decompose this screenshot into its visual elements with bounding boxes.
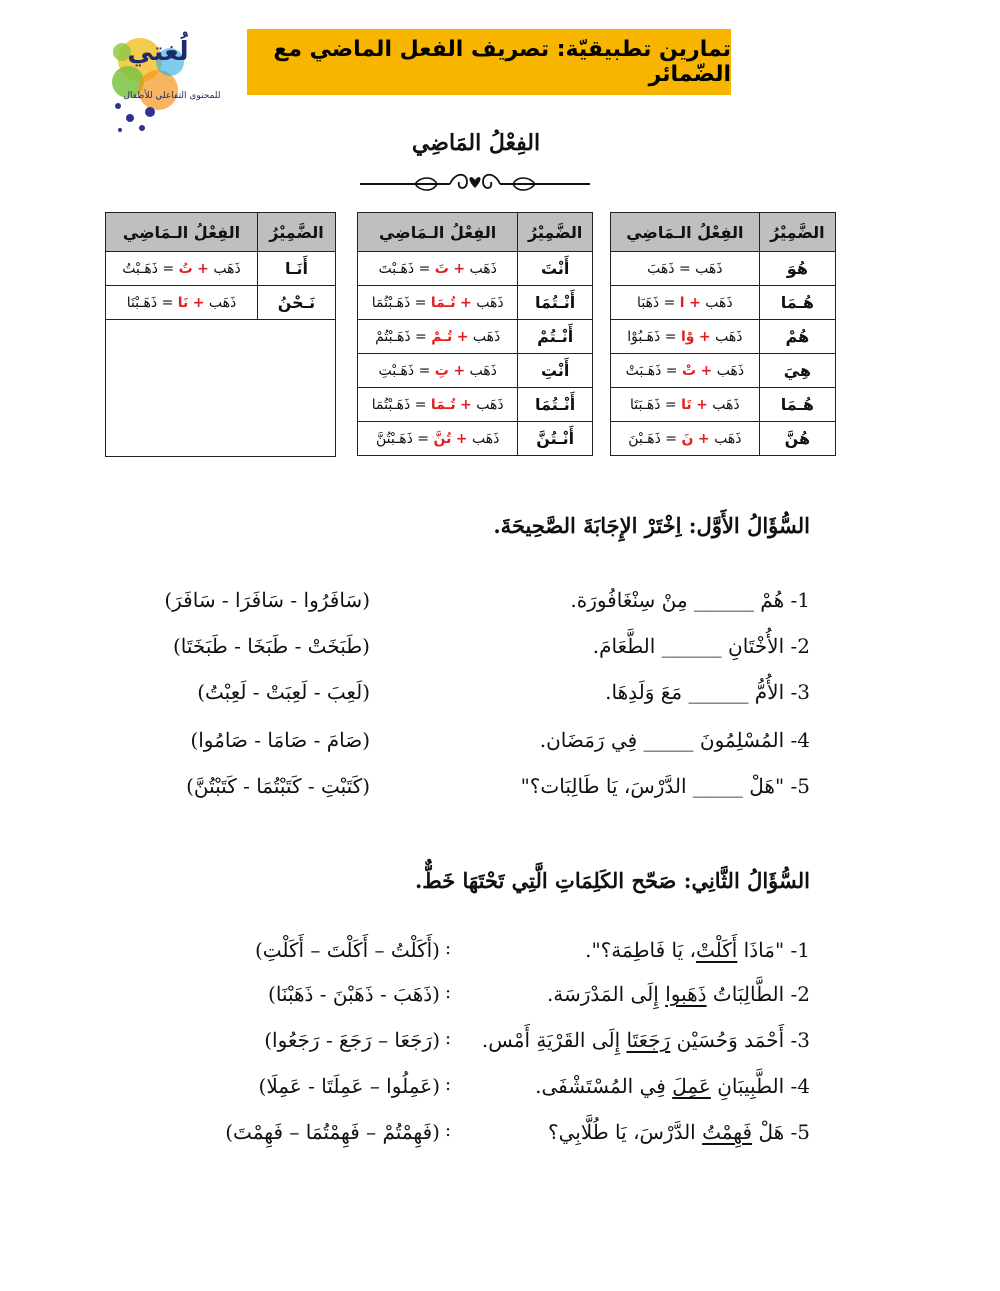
verb-sep: = bbox=[162, 260, 175, 277]
left-table-empty-area bbox=[105, 320, 336, 457]
question-1-item: 3- الأُمُّ ______ مَعَ وَلَدِهَا. bbox=[605, 680, 810, 704]
verb-result: ذَهَـبَتَا bbox=[630, 396, 661, 413]
sentence-part: فِي المُسْتَشْفَى. bbox=[535, 1074, 673, 1098]
question-2-item bbox=[450, 938, 810, 962]
underlined-word: أَكَلْتْ bbox=[695, 938, 738, 962]
table-row bbox=[611, 388, 836, 422]
question-2-item bbox=[450, 1028, 810, 1052]
table-row bbox=[358, 252, 593, 286]
verb-plus: + bbox=[455, 430, 468, 447]
sentence-part: 1- "مَاذَا bbox=[737, 938, 810, 962]
table-row bbox=[358, 354, 593, 388]
verb-result: ذَهَـبَتْ bbox=[625, 362, 662, 379]
table-row bbox=[106, 286, 336, 320]
verb-cell bbox=[611, 354, 760, 388]
underlined-word: رَجَعَتَا bbox=[626, 1028, 671, 1052]
verb-cell bbox=[611, 286, 760, 320]
question-2-item bbox=[450, 1074, 810, 1098]
verb-sep: = bbox=[678, 260, 691, 277]
verb-base: ذَهَب bbox=[476, 294, 504, 311]
logo bbox=[100, 20, 221, 140]
table-row bbox=[358, 286, 593, 320]
verb-cell bbox=[358, 320, 518, 354]
question-1-heading: السُّؤَالُ الأَوَّل: اِخْتَرْ الإِجَابَةَ الصَّحِيحَةَ. bbox=[493, 513, 810, 538]
verb-cell bbox=[611, 422, 760, 456]
question-2-options: (أَكَلْتُ – أَكَلْتَ – أَكَلْتِ) bbox=[254, 938, 440, 962]
question-2-item bbox=[450, 1120, 810, 1144]
verb-plus: + bbox=[453, 260, 466, 277]
pronoun-cell: هُمْ bbox=[759, 320, 835, 354]
pronoun-cell: أَنَـا bbox=[257, 252, 335, 286]
verb-cell bbox=[358, 252, 518, 286]
verb-suffix: ا bbox=[679, 294, 685, 311]
question-2-options: (عَمِلُوا – عَمِلَتَا - عَمِلَا) bbox=[258, 1074, 440, 1098]
pronoun-cell: أَنْتَ bbox=[518, 252, 593, 286]
verb-header: الفِعْلُ الـمَاضِي bbox=[358, 213, 518, 252]
verb-result: ذَهَبَا bbox=[637, 294, 660, 311]
verb-plus: + bbox=[192, 294, 205, 311]
verb-result: ذَهَـبْتُمْ bbox=[375, 328, 411, 345]
title-banner bbox=[247, 29, 731, 95]
verb-plus: + bbox=[460, 294, 472, 311]
verb-suffix: نَ bbox=[681, 430, 694, 447]
verb-plus: + bbox=[689, 294, 701, 311]
sentence-part: 4- الطَّبِيبَانِ bbox=[710, 1074, 810, 1098]
verb-suffix: تَا bbox=[681, 396, 692, 413]
verb-plus: + bbox=[453, 362, 466, 379]
verb-cell bbox=[611, 320, 760, 354]
verb-plus: + bbox=[697, 430, 710, 447]
pronoun-cell: أَنْتِ bbox=[518, 354, 593, 388]
table-row bbox=[611, 422, 836, 456]
verb-base: ذَهَب bbox=[705, 294, 733, 311]
verb-base: ذَهَب bbox=[469, 362, 497, 379]
pronoun-cell: هُنَّ bbox=[759, 422, 835, 456]
pronoun-cell: هُـمَا bbox=[759, 286, 835, 320]
verb-plus: + bbox=[700, 362, 713, 379]
colon-marker: : bbox=[444, 1074, 452, 1095]
verb-plus: + bbox=[696, 396, 708, 413]
verb-sep: = bbox=[665, 362, 678, 379]
verb-cell bbox=[358, 422, 518, 456]
ornament-divider bbox=[355, 170, 595, 198]
question-1-options: (كَتَبْتِ - كَتَبْتُمَا - كَتَبْتُنَّ) bbox=[186, 774, 370, 798]
verb-suffix: تِ bbox=[434, 362, 449, 379]
table-row bbox=[358, 422, 593, 456]
pronoun-header: الضَّمِيْرُ bbox=[518, 213, 593, 252]
verb-base: ذَهَب bbox=[714, 430, 742, 447]
table-row bbox=[611, 252, 836, 286]
question-1-item: 5- "هَلْ _____ الدَّرْسَ، يَا طَالِبَات؟" bbox=[520, 774, 810, 798]
verb-base: ذَهَب bbox=[712, 396, 740, 413]
colon-marker: : bbox=[444, 1028, 452, 1049]
conjugation-table-left bbox=[105, 212, 336, 320]
table-row bbox=[611, 320, 836, 354]
verb-sep: = bbox=[414, 396, 427, 413]
verb-result: ذَهَـبْتِ bbox=[378, 362, 415, 379]
verb-cell bbox=[358, 354, 518, 388]
verb-sep: = bbox=[161, 294, 174, 311]
verb-sep: = bbox=[414, 294, 427, 311]
verb-result: ذَهَـبْتُمَا bbox=[371, 294, 411, 311]
verb-base: ذَهَب bbox=[715, 328, 743, 345]
verb-result: ذَهَـبُوْا bbox=[627, 328, 661, 345]
verb-suffix: تُـمْ bbox=[431, 328, 453, 345]
question-1-options: (سَافَرُوا - سَافَرَا - سَافَرَ) bbox=[164, 588, 370, 612]
verb-suffix: تَ bbox=[434, 260, 449, 277]
verb-cell bbox=[611, 388, 760, 422]
verb-sep: = bbox=[664, 328, 677, 345]
page-title: تمارين تطبيقيّة: تصريف الفعل الماضي مع الضّمائر bbox=[273, 37, 731, 87]
sentence-part: 3- أَحْمَد وَحُسَيْن bbox=[670, 1028, 810, 1052]
verb-sep: = bbox=[418, 260, 431, 277]
pronoun-cell: هِيَ bbox=[759, 354, 835, 388]
question-2-item bbox=[450, 982, 810, 1006]
pronoun-cell: أَنْـتُمَا bbox=[518, 388, 593, 422]
underlined-word: ذَهَبوا bbox=[665, 982, 707, 1006]
verb-base: ذَهَب bbox=[213, 260, 241, 277]
section-title: الفِعْلُ المَاضِي bbox=[411, 130, 541, 156]
pronoun-cell: هُـمَا bbox=[759, 388, 835, 422]
verb-sep: = bbox=[664, 396, 677, 413]
verb-header: الفِعْلُ الـمَاضِي bbox=[106, 213, 258, 252]
verb-suffix: تُنَّ bbox=[433, 430, 452, 447]
verb-plus: + bbox=[456, 328, 469, 345]
question-2-options: (رَجَعَا – رَجَعَ - رَجَعُوا) bbox=[264, 1028, 440, 1052]
verb-base: ذَهَب bbox=[208, 294, 237, 311]
logo-word: لُغتي bbox=[127, 37, 189, 67]
verb-sep: = bbox=[418, 362, 431, 379]
sentence-part: الدَّرْسَ، يَا طُلَّابِي؟ bbox=[547, 1120, 703, 1144]
pronoun-cell: أَنْـتُمَا bbox=[518, 286, 593, 320]
verb-base: ذَهَب bbox=[469, 260, 497, 277]
question-2-heading: السُّؤَالُ الثَّانِي: صَحّح الكَلِمَاتِ الَّتِي تَحْتَهَا خَطٌّ. bbox=[415, 868, 810, 893]
verb-base: ذَهَب bbox=[695, 260, 723, 277]
table-row bbox=[611, 286, 836, 320]
sentence-part: ، يَا فَاطِمَة؟". bbox=[585, 938, 696, 962]
colon-marker: : bbox=[444, 938, 452, 959]
logo-caption: للمحتوى التفاعلي للأطفال bbox=[123, 91, 221, 101]
verb-result: ذَهَـبْتَ bbox=[378, 260, 415, 277]
verb-cell bbox=[611, 252, 760, 286]
verb-base: ذَهَب bbox=[471, 430, 500, 447]
conjugation-table-middle bbox=[357, 212, 593, 456]
table-row bbox=[358, 320, 593, 354]
question-1-options: (صَامَ - صَامَا - صَامُوا) bbox=[190, 728, 370, 752]
verb-result: ذَهَـبْنَا bbox=[126, 294, 158, 311]
verb-result: ذَهَـبْنَ bbox=[628, 430, 661, 447]
colon-marker: : bbox=[444, 1120, 452, 1141]
question-1-item: 4- المُسْلِمُونَ _____ فِي رَمَضَان. bbox=[539, 728, 810, 752]
question-1-options: (طَبَخَتْ - طَبَخَا - طَبَخَتَا) bbox=[172, 634, 370, 658]
verb-sep: = bbox=[663, 294, 676, 311]
underlined-word: عَمِلَ bbox=[672, 1074, 711, 1098]
pronoun-cell: أَنْـتُنَّ bbox=[518, 422, 593, 456]
question-1-item: 1- هُمْ ______ مِنْ سِنْغَافُورَة. bbox=[570, 588, 810, 612]
verb-header: الفِعْلُ الـمَاضِي bbox=[611, 213, 760, 252]
verb-cell bbox=[106, 252, 258, 286]
pronoun-header: الضَّمِيْرُ bbox=[257, 213, 335, 252]
sentence-part: 2- الطَّالِبَاتُ bbox=[706, 982, 810, 1006]
verb-suffix: تُ bbox=[178, 260, 193, 277]
question-1-item: 2- الأُخْتَانِ ______ الطَّعَامَ. bbox=[592, 634, 810, 658]
verb-suffix: تُـمَا bbox=[430, 294, 456, 311]
question-2-options: (ذَهَبَ - ذَهَبْنَ - ذَهَبْنَا) bbox=[268, 982, 440, 1006]
verb-cell bbox=[106, 286, 258, 320]
verb-suffix: نَا bbox=[177, 294, 189, 311]
verb-plus: + bbox=[197, 260, 209, 277]
table-row bbox=[106, 252, 336, 286]
verb-result: ذَهَـبْتُنَّ bbox=[376, 430, 413, 447]
verb-suffix: وْا bbox=[680, 328, 695, 345]
verb-base: ذَهَب bbox=[716, 362, 745, 379]
verb-base: ذَهَب bbox=[476, 396, 504, 413]
colon-marker: : bbox=[444, 982, 452, 1003]
sentence-part: إِلَى القَرْيَةِ أَمْس. bbox=[481, 1028, 627, 1052]
conjugation-table-right bbox=[610, 212, 836, 456]
sentence-part: إِلَى المَدْرَسَة. bbox=[546, 982, 666, 1006]
verb-sep: = bbox=[417, 430, 430, 447]
verb-sep: = bbox=[665, 430, 678, 447]
underlined-word: فَهِمْتُ bbox=[702, 1120, 753, 1144]
verb-suffix: تُـمَا bbox=[430, 396, 456, 413]
table-row bbox=[611, 354, 836, 388]
verb-suffix: تْ bbox=[681, 362, 697, 379]
table-row bbox=[358, 388, 593, 422]
verb-sep: = bbox=[415, 328, 427, 345]
sentence-part: 5- هَلْ bbox=[752, 1120, 810, 1144]
pronoun-cell: هُوَ bbox=[759, 252, 835, 286]
verb-plus: + bbox=[460, 396, 472, 413]
verb-result: ذَهَـبْتُمَا bbox=[371, 396, 411, 413]
pronoun-header: الضَّمِيْرُ bbox=[759, 213, 835, 252]
question-2-options: (فَهِمْتُمْ – فَهِمْتُمَا – فَهِمْتَ) bbox=[225, 1120, 440, 1144]
question-1-options: (لَعِبَ - لَعِبَتْ - لَعِبْتُ) bbox=[197, 680, 370, 704]
verb-plus: + bbox=[698, 328, 711, 345]
verb-result: ذَهَـبْتُ bbox=[122, 260, 158, 277]
verb-cell bbox=[358, 388, 518, 422]
pronoun-cell: نَـحْنُ bbox=[257, 286, 335, 320]
verb-base: ذَهَب bbox=[472, 328, 501, 345]
verb-result: ذَهَبَ bbox=[647, 260, 675, 277]
pronoun-cell: أَنْـتُمْ bbox=[518, 320, 593, 354]
verb-cell bbox=[358, 286, 518, 320]
